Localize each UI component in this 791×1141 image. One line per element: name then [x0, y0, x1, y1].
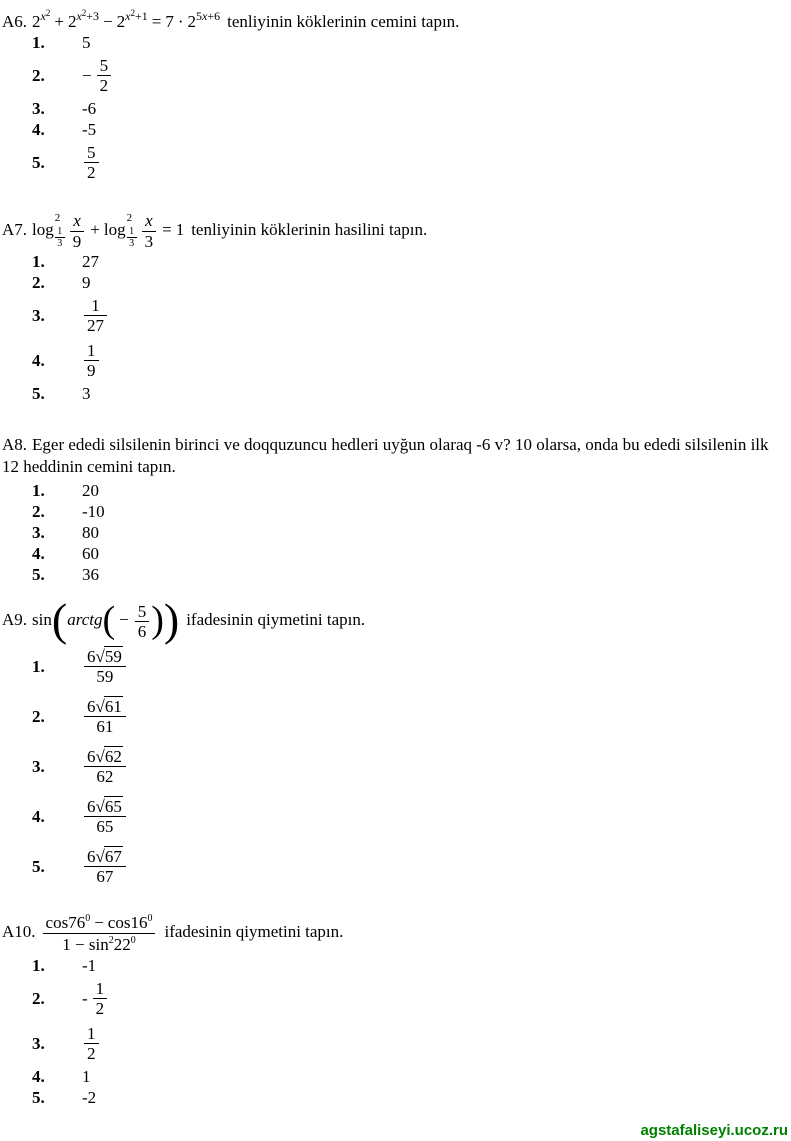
math-token: 2 — [116, 12, 126, 31]
sqrt-expression — [96, 647, 123, 667]
radicand: 59 — [104, 646, 122, 666]
minus-operator: − — [94, 912, 104, 932]
option-row — [32, 842, 787, 892]
option-row — [32, 1066, 787, 1087]
fraction — [84, 1024, 99, 1064]
log-function: log — [103, 220, 126, 240]
log-scripts — [55, 213, 65, 249]
fraction-denominator: 2 — [95, 999, 105, 1019]
fraction — [135, 602, 150, 642]
option-row — [32, 792, 787, 842]
math-token: 2 — [187, 12, 197, 31]
option-row — [32, 955, 787, 976]
a9-expression — [32, 593, 180, 645]
math-token: 6 — [87, 646, 96, 666]
fraction — [70, 211, 85, 251]
fraction-numerator: 1 — [84, 1024, 99, 1045]
option-value: 9 — [82, 272, 91, 292]
minus-sign: − — [119, 610, 129, 630]
option-number: 4. — [32, 119, 45, 139]
option-row — [32, 1087, 787, 1108]
fraction-denominator: 59 — [96, 667, 114, 687]
math-token: 6 — [87, 846, 96, 866]
fraction — [84, 341, 99, 381]
log-scripts — [127, 213, 137, 249]
a10-expression — [41, 912, 158, 954]
angle-value: 22 — [113, 934, 131, 954]
sqrt-expression — [96, 847, 123, 867]
option-value: -10 — [82, 502, 105, 522]
option-value — [82, 697, 128, 737]
fraction-denominator: 3 — [57, 238, 63, 250]
option-number: 1. — [32, 481, 45, 501]
math-token: 5 — [196, 9, 203, 23]
option-number: 2. — [32, 988, 45, 1008]
math-token: 2 — [54, 212, 61, 225]
fraction-denominator: 67 — [96, 867, 114, 887]
option-value: -2 — [82, 1087, 97, 1107]
option-number: 4. — [32, 350, 45, 370]
exponent — [76, 9, 99, 23]
option-value: 60 — [82, 544, 99, 564]
fraction-denominator: 2 — [99, 76, 109, 96]
question-a7-head — [2, 211, 787, 251]
fraction-numerator: 1 — [93, 979, 108, 1000]
option-value: 3 — [82, 383, 91, 403]
option-row — [32, 53, 787, 98]
option-value — [82, 847, 128, 887]
open-paren: ( — [51, 593, 68, 645]
math-token: +6 — [207, 9, 221, 23]
question-label: A6. — [2, 12, 28, 31]
option-value — [82, 296, 109, 336]
option-row — [32, 742, 787, 792]
option-value: -5 — [82, 119, 97, 139]
math-token: 6 — [87, 696, 96, 716]
cos-term: cos76 — [45, 912, 86, 932]
plus-operator: + — [54, 12, 64, 31]
fraction-denominator: 9 — [87, 361, 96, 381]
fraction — [84, 797, 126, 837]
option-number: 1. — [32, 32, 45, 52]
fraction-numerator: 1 — [84, 341, 99, 362]
radicand: 61 — [104, 696, 122, 716]
option-number: 2. — [32, 65, 45, 85]
math-token: 1 — [175, 220, 185, 240]
option-row — [32, 272, 787, 293]
radical-sign: √ — [95, 646, 104, 666]
squared-sup: 2 — [108, 934, 114, 946]
question-a9 — [2, 593, 787, 892]
plus-operator: + — [90, 220, 100, 240]
fraction-numerator: 5 — [84, 143, 99, 164]
option-value: -1 — [82, 955, 97, 975]
exponent — [125, 9, 148, 23]
option-value — [82, 143, 101, 183]
math-token: 6 — [87, 796, 96, 816]
option-number: 3. — [32, 98, 45, 118]
exponent — [41, 9, 51, 23]
close-paren: ) — [163, 593, 180, 645]
option-number: 2. — [32, 706, 45, 726]
option-value: 36 — [82, 565, 99, 585]
fraction — [84, 296, 107, 336]
exponent — [196, 9, 220, 23]
question-prompt: tenliyinin köklerinin cemini tapın. — [227, 12, 460, 31]
option-value: 27 — [82, 251, 99, 271]
option-value — [82, 797, 128, 837]
option-row — [32, 251, 787, 272]
fraction-numerator: x — [142, 211, 157, 232]
math-token: 2 — [81, 8, 87, 18]
log-function: log — [32, 220, 54, 240]
degree-sup: 0 — [85, 912, 91, 924]
minus-operator: − — [103, 12, 113, 31]
question-prompt: ifadesinin qiymetini tapın. — [186, 610, 366, 630]
math-token: x — [125, 9, 131, 23]
sqrt-expression — [96, 747, 123, 767]
fraction-numerator — [43, 912, 156, 934]
option-row — [32, 1021, 787, 1066]
fraction-numerator: 5 — [97, 56, 112, 77]
option-row — [32, 98, 787, 119]
option-row — [32, 523, 787, 544]
sin-term: 1 − sin — [62, 934, 109, 954]
question-a9-head — [2, 593, 787, 645]
fraction-denominator: 3 — [144, 231, 154, 251]
fraction-denominator: 3 — [129, 238, 135, 250]
option-number: 4. — [32, 1066, 45, 1086]
math-token: +3 — [86, 9, 100, 23]
dot-operator: · — [177, 12, 184, 31]
option-value: 80 — [82, 523, 99, 543]
question-prompt: tenliyinin köklerinin hasilini tapın. — [191, 220, 428, 240]
option-number: 3. — [32, 305, 45, 325]
question-label: A8. — [2, 435, 28, 455]
option-row — [32, 338, 787, 383]
arctg-function: arctg — [67, 610, 103, 630]
fraction-numerator: 5 — [135, 602, 150, 623]
fraction-numerator: 1 — [84, 296, 107, 317]
option-row — [32, 481, 787, 502]
sin-function: sin — [32, 610, 52, 630]
math-token: 2 — [67, 12, 77, 31]
math-token: 6 — [87, 746, 96, 766]
option-value — [82, 341, 101, 381]
minus-sign: − — [82, 65, 92, 85]
question-a7 — [2, 211, 787, 404]
option-row — [32, 544, 787, 565]
option-number: 1. — [32, 656, 45, 676]
cos-term: cos16 — [107, 912, 148, 932]
math-token: 2 — [45, 8, 51, 18]
radical-sign: √ — [95, 846, 104, 866]
fraction-denominator: 2 — [87, 1044, 96, 1064]
degree-sup: 0 — [130, 934, 136, 946]
log-base-fraction — [127, 226, 137, 249]
option-number: 5. — [32, 152, 45, 172]
option-number: 3. — [32, 756, 45, 776]
fraction-numerator — [84, 697, 126, 718]
radicand: 65 — [104, 796, 122, 816]
option-row — [32, 32, 787, 53]
radical-sign: √ — [95, 746, 104, 766]
option-row — [32, 293, 787, 338]
fraction-denominator: 61 — [96, 717, 114, 737]
fraction-numerator — [84, 647, 126, 668]
log-base-fraction — [55, 226, 65, 249]
fraction — [142, 211, 157, 251]
option-row — [32, 692, 787, 742]
minus-sign: - — [82, 988, 88, 1008]
fraction-numerator: 1 — [127, 226, 137, 238]
radical-sign: √ — [95, 696, 104, 716]
option-value — [82, 979, 109, 1019]
option-number: 5. — [32, 1087, 45, 1107]
option-number: 2. — [32, 272, 45, 292]
option-number: 5. — [32, 856, 45, 876]
fraction — [84, 647, 126, 687]
fraction-denominator: 9 — [72, 231, 82, 251]
option-number: 3. — [32, 1033, 45, 1053]
option-number: 5. — [32, 565, 45, 585]
question-a6-head — [2, 8, 787, 32]
option-value — [82, 747, 128, 787]
option-row — [32, 642, 787, 692]
math-token: x — [202, 9, 208, 23]
option-row — [32, 976, 787, 1021]
watermark-url: agstafaliseyi.ucoz.ru — [640, 1122, 788, 1139]
math-token: x — [76, 9, 82, 23]
fraction — [84, 697, 126, 737]
fraction — [97, 56, 112, 96]
question-a10 — [2, 912, 787, 1109]
radicand: 62 — [104, 746, 122, 766]
fraction — [84, 847, 126, 887]
fraction-denominator: 6 — [137, 622, 147, 642]
equals-sign: = — [162, 220, 172, 240]
question-body-text: Eger ededi silsilenin birinci ve doqquzuncu hedleri uyğun olaraq -6 v? 10 olarsa, onda bu ededi silsilenin ilk 12 heddinin cemini tapın. — [2, 435, 769, 477]
fraction-denominator: 62 — [96, 767, 114, 787]
option-number: 1. — [32, 251, 45, 271]
radical-sign: √ — [95, 796, 104, 816]
option-value: 20 — [82, 481, 99, 501]
equals-sign: = — [151, 12, 162, 31]
fraction — [84, 747, 126, 787]
math-token: 2 — [32, 12, 41, 31]
question-prompt: ifadesinin qiymetini tapın. — [164, 922, 344, 942]
option-number: 1. — [32, 955, 45, 975]
option-row — [32, 119, 787, 140]
fraction-numerator: 1 — [55, 226, 65, 238]
option-value: 1 — [82, 1066, 91, 1086]
fraction — [93, 979, 108, 1019]
fraction-denominator: 65 — [96, 817, 114, 837]
math-token: 2 — [126, 212, 133, 225]
question-a8-text — [2, 434, 787, 478]
fraction-numerator — [84, 847, 126, 868]
fraction-numerator — [84, 797, 126, 818]
fraction — [84, 143, 99, 183]
radicand: 67 — [104, 846, 122, 866]
option-value — [82, 1024, 101, 1064]
sqrt-expression — [96, 697, 123, 717]
math-token: +1 — [134, 9, 148, 23]
math-token: 2 — [130, 8, 135, 18]
option-row — [32, 502, 787, 523]
sqrt-expression — [96, 797, 123, 817]
a6-equation — [32, 8, 221, 31]
option-number: 3. — [32, 523, 45, 543]
a7-equation — [32, 211, 185, 251]
fraction-numerator: x — [70, 211, 85, 232]
option-number: 5. — [32, 383, 45, 403]
option-row — [32, 140, 787, 185]
question-label: A9. — [2, 610, 28, 630]
option-number: 4. — [32, 544, 45, 564]
fraction — [43, 912, 156, 956]
math-token: 7 — [165, 12, 174, 31]
option-row — [32, 565, 787, 586]
option-value — [82, 647, 128, 687]
question-a8 — [2, 434, 787, 585]
fraction-denominator — [43, 934, 156, 955]
degree-sup: 0 — [147, 912, 153, 924]
option-number: 2. — [32, 502, 45, 522]
option-value — [82, 56, 113, 96]
math-token: x — [40, 9, 46, 23]
question-a10-head — [2, 912, 787, 956]
option-row — [32, 383, 787, 404]
fraction-numerator — [84, 747, 126, 768]
open-paren: ( — [102, 598, 116, 641]
option-value: 5 — [82, 32, 91, 52]
close-paren: ) — [151, 598, 164, 641]
option-number: 4. — [32, 806, 45, 826]
fraction-denominator: 27 — [87, 316, 104, 336]
option-value: -6 — [82, 98, 97, 118]
question-a6 — [2, 8, 787, 185]
question-label: A10. — [2, 922, 36, 942]
question-label: A7. — [2, 220, 28, 240]
fraction-denominator: 2 — [87, 163, 96, 183]
